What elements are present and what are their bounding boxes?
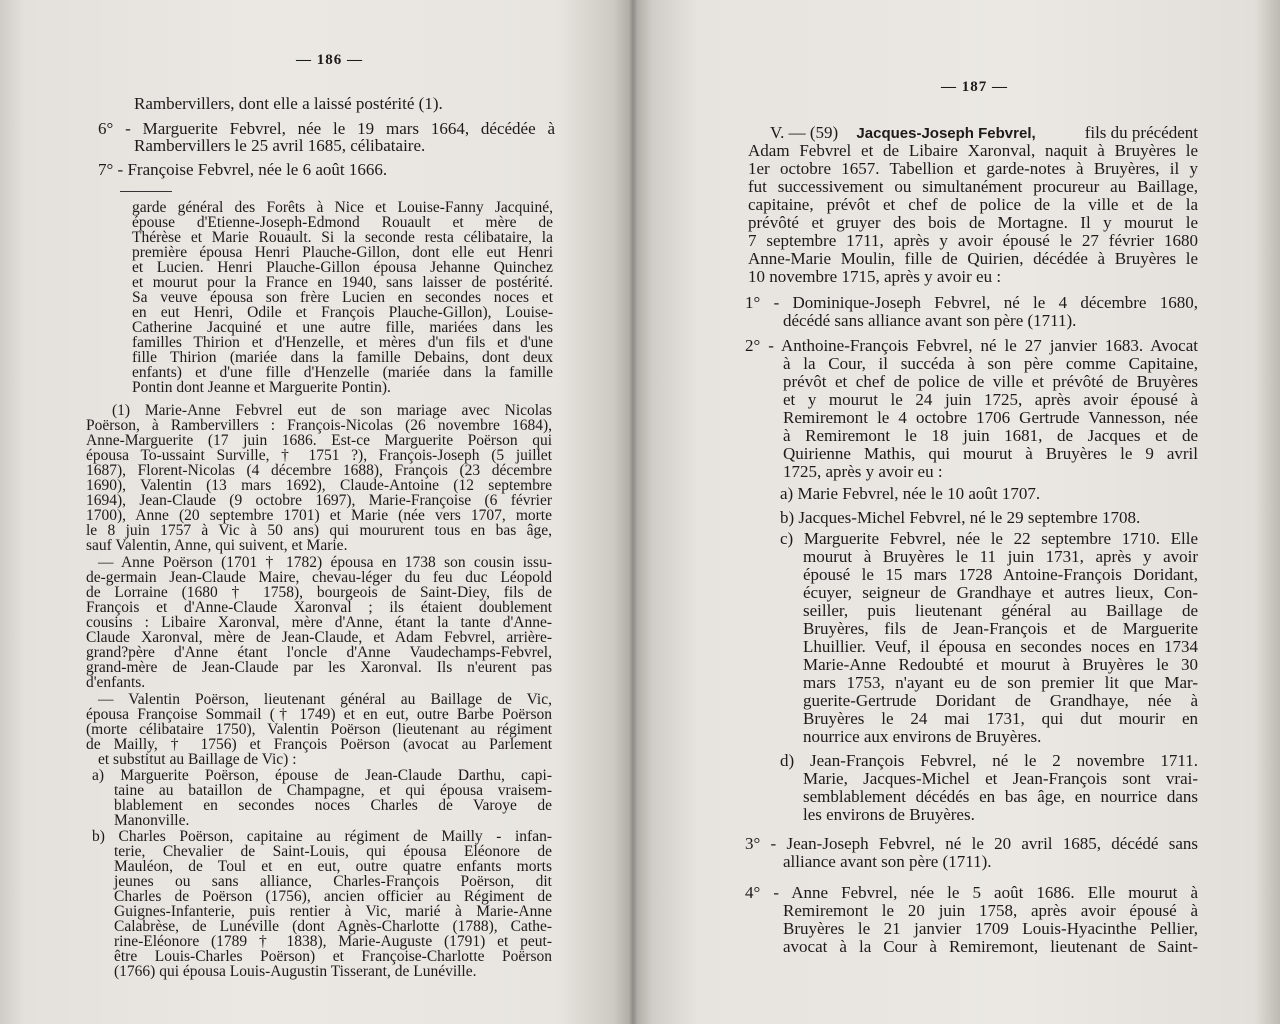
entry-heading-tail: fils du précédent: [1084, 123, 1198, 142]
footnote-line: Catherine Jacquiné et une autre fille, mariées dans les: [132, 319, 553, 336]
footnote-line: Manonville.: [114, 812, 190, 829]
footnote-line: Calabrèse, de Lunéville (dont Agnès-Charlotte (1788), Cathe-: [114, 918, 552, 935]
footnote-line: en eut Henri, Odile et François Plauche-Gillon), Louise-: [132, 304, 553, 321]
intro-line: 1er octobre 1657. Tabellion et garde-notes à Bruyères, il y: [748, 159, 1198, 178]
entry-name: Jacques-Joseph Febvrel,: [856, 125, 1036, 142]
grandchild-entry: a) Marie Febvrel, née le 10 août 1707.: [780, 484, 1041, 503]
footnote-line: rine-Eléonore (1789 † 1838), Marie-Auguste (1791) et peut-: [114, 933, 552, 950]
footnote-line: b) Charles Poërson, capitaine au régiment de Mailly - infan-: [92, 828, 552, 845]
footnote-line: cousins : Libaire Xaronval, mère d'Anne, étant la tante d'Anne-: [86, 614, 552, 631]
footnote-line: de Lorraine (1680 † 1758), bourgeois de Saint-Diey, fils de: [86, 584, 552, 601]
grandchild-entry: nourrice aux environs de Bruyères.: [803, 727, 1042, 746]
footnote-line: de Mailly, † 1756) et François Poërson (avocat au Parlement: [86, 736, 552, 753]
footnote-line: Guignes-Infanterie, puis rentier à Vic, marié à Marie-Anne: [114, 903, 552, 920]
footnote-line: Sa veuve épousa son frère Lucien en secondes noces et: [132, 289, 553, 306]
footnote-line: Pontin dont Jeanne et Marguerite Pontin).: [132, 379, 391, 396]
intro-line: Adam Febvrel et de Libaire Xaronval, naquit à Bruyères le: [748, 141, 1198, 160]
footnote-line: Mauléon, de Toul et en eut, outre quatre enfants morts: [114, 858, 552, 875]
grandchild-entry: les environs de Bruyères.: [803, 805, 975, 824]
footnote-line: première épousa Henri Plauche-Gillon, dont elle eut Henri: [132, 244, 553, 261]
child-entry: Bruyères le 21 janvier 1709 Louis-Hyacinthe Pellier,: [783, 919, 1198, 938]
footnote-line: terie, Chevalier de Saint-Louis, qui épousa Eléonore de: [114, 843, 552, 860]
footnote-line: Anne-Marguerite (17 juin 1686. Est-ce Marguerite Poërson qui: [86, 432, 552, 449]
intro-line: capitaine, prévôt et chef de police de la ville et de la: [748, 195, 1198, 214]
footnote-line: (1766) qui épousa Louis-Augustin Tisserant, de Lunéville.: [114, 963, 477, 980]
footnote-line: 1687), Florent-Nicolas (4 décembre 1688), François (23 décembre: [86, 462, 552, 479]
footnote-line: 1700), Anne (20 septembre 1701) et Marie (née vers 1707, morte: [86, 507, 552, 524]
child-entry: à la Cour, il succéda à son père comme Capitaine,: [783, 354, 1198, 373]
footnote-line: Thérèse et Marie Rouault. Si la seconde resta célibataire, la: [132, 229, 553, 246]
grandchild-entry: écuyer, seigneur de Grandhaye et autres lieux, Con-: [803, 583, 1198, 602]
intro-line: Anne-Marie Moulin, fille de Quirien, décédée à Bruyères le: [748, 249, 1198, 268]
footnote-line: familles Thirion et d'Henzelle, et mères d'un fils et d'une: [132, 334, 553, 351]
grandchild-entry: Bruyères, fils de Jean-François et de Marguerite: [803, 619, 1198, 638]
grandchild-entry: b) Jacques-Michel Febvrel, né le 29 septembre 1708.: [780, 508, 1141, 527]
footnote-line: a) Marguerite Poërson, épouse de Jean-Claude Darthu, capi-: [92, 767, 552, 784]
child-entry: 4° - Anne Febvrel, née le 5 août 1686. Elle mourut à: [745, 883, 1198, 902]
left-page: [0, 0, 633, 1024]
footnote-line: garde général des Forêts à Nice et Louise-Fanny Jacquiné,: [132, 199, 553, 216]
child-entry: 2° - Anthoine-François Febvrel, né le 27 janvier 1683. Avocat: [745, 336, 1198, 355]
footnote-line: grand-mère de Jean-Claude par les Xaronval. Ils n'eurent pas: [86, 659, 552, 676]
footnote-line: (1) Marie-Anne Febvrel eut de son mariage avec Nicolas: [112, 402, 552, 419]
book-gutter: [628, 0, 638, 1024]
child-entry: et y mourut le 24 juin 1725, après avoir épousé à: [783, 390, 1198, 409]
footnote-line: Claude Xaronval, mère de Jean-Claude, et Adam Febvrel, arrière-: [86, 629, 552, 646]
footnote-line: — Anne Poërson (1701 † 1782) épousa en 1738 son cousin issu-: [98, 554, 552, 571]
footnote-line: jeunes ou sans alliance, Charles-François Poërson, dit: [114, 873, 552, 890]
footnote-line: sauf Valentin, Anne, qui suivent, et Marie.: [86, 537, 348, 554]
intro-line: fut successivement ou simultanément procureur au Baillage,: [748, 177, 1198, 196]
footnote-line: de-germain Jean-Claude Maire, chevau-léger du feu duc Léopold: [86, 569, 552, 586]
grandchild-entry: d) Jean-François Febvrel, né le 2 novembre 1711.: [780, 751, 1198, 770]
footnote-line: (morte célibataire 1750), Valentin Poërson (lieutenant au régiment: [86, 721, 552, 738]
main-text-line: Rambervillers, dont elle a laissé postérité (1).: [134, 94, 443, 113]
child-entry: Remiremont le 20 juin 1758, après avoir épousé à: [783, 901, 1198, 920]
footnote-line: et Lucien. Henri Plauche-Gillon épousa Jehanne Quinchez: [132, 259, 553, 276]
footnote-line: fille Thirion (mariée dans la famille Debains, dont deux: [132, 349, 553, 366]
child-entry: avocat à la Cour à Remiremont, lieutenant de Saint-: [783, 937, 1198, 956]
footnote-line: être Louis-Charles Poërson) et Françoise-Charlotte Poërson: [114, 948, 552, 965]
child-entry: alliance avant son père (1711).: [783, 852, 992, 871]
footnote-line: grand?père d'Anne étant l'oncle d'Anne Vaudechamps-Febvrel,: [86, 644, 552, 661]
footnote-line: Charles de Poërson (1756), ancien officier au Régiment de: [114, 888, 552, 905]
page-number-right: — 187 —: [941, 79, 1008, 95]
grandchild-entry: épousé le 15 mars 1728 Antoine-François Doridant,: [803, 565, 1198, 584]
footnote-separator: [120, 191, 172, 192]
grandchild-entry: mourut à Bruyères le 11 juin 1731, après y avoir: [803, 547, 1198, 566]
child-entry: 1725, après y avoir eu :: [783, 462, 943, 481]
footnote-line: épousa Françoise Sommail († 1749) et en eut, outre Barbe Poërson: [86, 706, 552, 723]
footnote-line: et mourut pour la France en 1940, sans laisser de postérité.: [132, 274, 553, 291]
entry-number: V. — (59): [770, 123, 839, 142]
child-entry: prévôt et chef de police de ville et prévôté de Bruyères: [783, 372, 1198, 391]
footnote-line: enfants) et d'une fille d'Henzelle (mariée dans la famille: [132, 364, 553, 381]
child-entry: 1° - Dominique-Joseph Febvrel, né le 4 décembre 1680,: [745, 293, 1198, 312]
intro-line: prévôté et gruyer des bois de Mortagne. Il y mourut le: [748, 213, 1198, 232]
grandchild-entry: Marie, Jacques-Michel et Jean-François sont vrai-: [803, 769, 1198, 788]
grandchild-entry: semblablement décédés en bas âge, en nourrice dans: [803, 787, 1198, 806]
footnote-line: épouse d'Etienne-Joseph-Edmond Rouault et mère de: [132, 214, 553, 231]
footnote-line: 1694), Jean-Claude (9 octobre 1697), Marie-Françoise (6 février: [86, 492, 552, 509]
footnote-line: le 8 juin 1757 à Vic à 50 ans) qui moururent tous en bas âge,: [86, 522, 552, 539]
child-entry: 3° - Jean-Joseph Febvrel, né le 20 avril 1685, décédé sans: [745, 834, 1198, 853]
main-text-line: 6° - Marguerite Febvrel, née le 19 mars 1664, décédée à: [98, 119, 555, 138]
footnote-line: blablement en secondes noces Charles de Varoye de: [114, 797, 552, 814]
intro-line: 10 novembre 1715, après y avoir eu :: [748, 267, 1002, 286]
grandchild-entry: Lhuillier. Veuf, il épousa en secondes noces en 1734: [803, 637, 1198, 656]
footnote-line: taine au bataillon de Champagne, et qui épousa vraisem-: [114, 782, 552, 799]
footnote-line: Poërson, à Rambervillers : François-Nicolas (26 novembre 1684),: [86, 417, 552, 434]
grandchild-entry: Marie-Anne Redoubté et mourut à Bruyères le 30: [803, 655, 1198, 674]
grandchild-entry: seiller, puis lieutenant général au Baillage de: [803, 601, 1198, 620]
child-entry: décédé sans alliance avant son père (1711).: [783, 311, 1077, 330]
footnote-line: épousa To-ussaint Surville, † 1751 ?), François-Joseph (5 juillet: [86, 447, 552, 464]
grandchild-entry: Bruyères le 24 mai 1731, qui dut mourir en: [803, 709, 1198, 728]
intro-line: 7 septembre 1711, après y avoir épousé le 27 février 1680: [748, 231, 1198, 250]
child-entry: à Remiremont le 18 juin 1681, de Jacques et de: [783, 426, 1198, 445]
child-entry: Remiremont le 4 octobre 1706 Gertrude Vannesson, née: [783, 408, 1198, 427]
main-text-line: Rambervillers le 25 avril 1685, célibataire.: [134, 136, 426, 155]
child-entry: Quirienne Mathis, qui mourut à Bruyères le 9 avril: [783, 444, 1198, 463]
footnote-line: François et d'Anne-Claude Xaronval ; ils étaient doublement: [86, 599, 552, 616]
page-number-left: — 186 —: [296, 52, 363, 68]
footnote-line: d'enfants.: [86, 674, 146, 691]
main-text-line: 7° - Françoise Febvrel, née le 6 août 1666.: [98, 160, 388, 179]
grandchild-entry: mars 1753, n'ayant eu de son premier lit que Mar-: [803, 673, 1198, 692]
grandchild-entry: c) Marguerite Febvrel, née le 22 septembre 1710. Elle: [780, 529, 1198, 548]
grandchild-entry: guerite-Gertrude Doridant de Grandhaye, née à: [803, 691, 1198, 710]
right-page: [633, 0, 1280, 1024]
footnote-line: — Valentin Poërson, lieutenant général au Baillage de Vic,: [98, 691, 552, 708]
footnote-line: 1690), Valentin (13 mars 1692), Claude-Antoine (12 septembre: [86, 477, 552, 494]
footnote-line: et substitut au Baillage de Vic) :: [98, 751, 297, 768]
